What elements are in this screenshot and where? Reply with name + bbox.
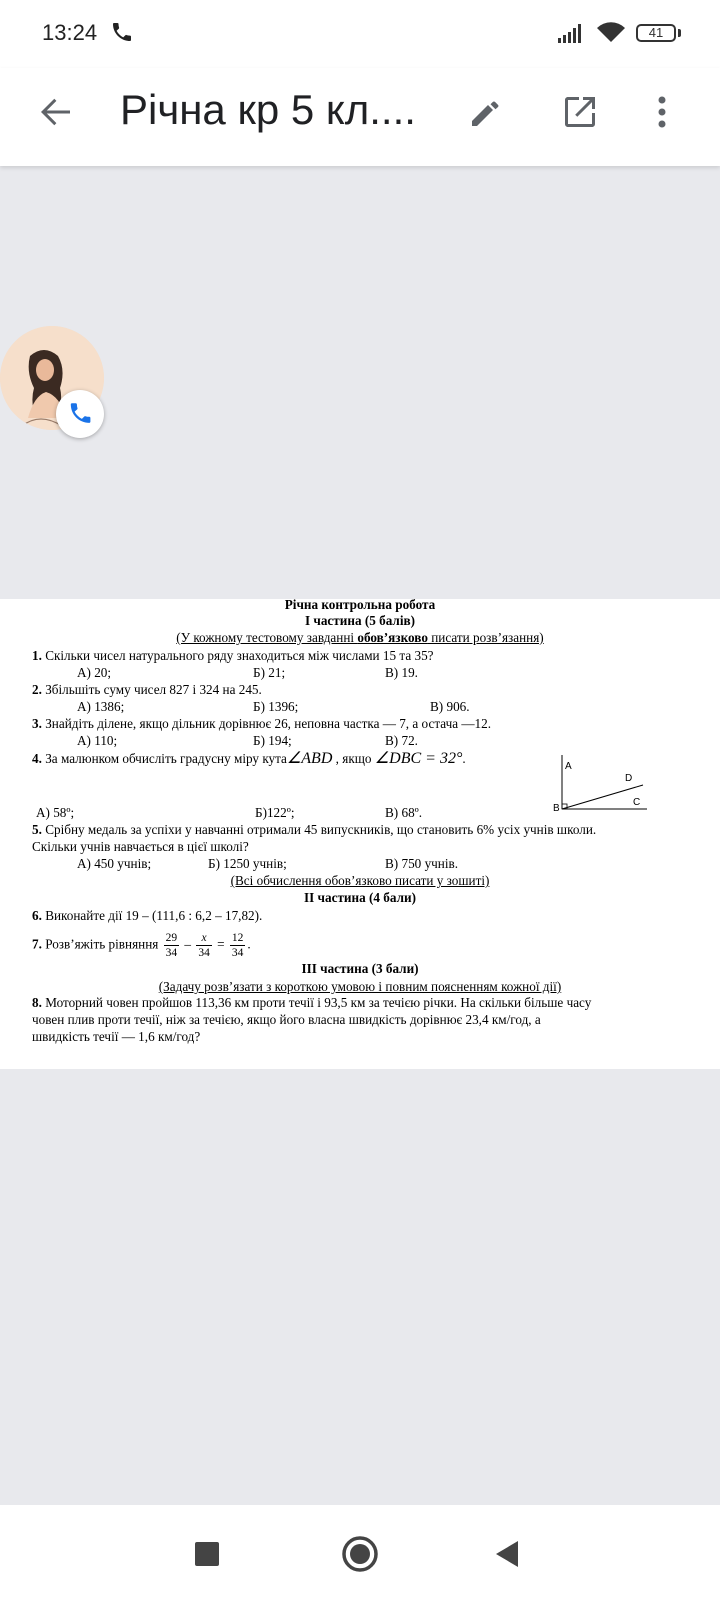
question-1 bbox=[32, 648, 434, 664]
document-page bbox=[0, 599, 720, 1069]
part1-heading: І частина (5 балів) bbox=[304, 613, 416, 628]
question-5 bbox=[32, 822, 596, 838]
q1-option-a: А) 20; bbox=[77, 665, 112, 680]
q7-fraction-1 bbox=[164, 931, 180, 960]
question-6 bbox=[32, 908, 262, 924]
q1-number: 1. bbox=[32, 648, 42, 663]
angle-figure bbox=[553, 751, 653, 815]
part1-note-c: писати розв’язання) bbox=[427, 630, 544, 645]
q7-op-2: = bbox=[217, 936, 225, 952]
q7-end: . bbox=[247, 936, 251, 952]
q7-den-1: 34 bbox=[165, 947, 178, 959]
q3-option-a: А) 110; bbox=[77, 733, 118, 748]
app-bar bbox=[0, 68, 720, 166]
battery-tip bbox=[678, 29, 681, 37]
q7-fraction-2 bbox=[196, 931, 212, 960]
q2-option-b: Б) 1396; bbox=[253, 699, 299, 714]
status-bar bbox=[0, 0, 720, 68]
q7-num-1: 29 bbox=[165, 932, 178, 944]
q3-option-c: В) 72. bbox=[385, 733, 418, 748]
part1-note bbox=[0, 630, 720, 646]
q5-line2: Скільки учнів навчається в цієї школі? bbox=[32, 839, 249, 854]
edit-pencil-icon[interactable] bbox=[464, 90, 508, 134]
part3-note: (Задачу розв’язати з короткою умовою і повним поясненням кожної дії) bbox=[158, 979, 562, 994]
fig-label-c: C bbox=[633, 797, 641, 808]
q2-text: Збільшіть суму чисел 827 і 324 на 245. bbox=[41, 682, 262, 697]
q7-op-1: – bbox=[184, 936, 192, 952]
call-button[interactable] bbox=[56, 390, 104, 438]
q2-option-a: А) 1386; bbox=[77, 699, 125, 714]
more-options-icon[interactable] bbox=[640, 90, 684, 134]
part1-note-a: (У кожному тестовому завданні bbox=[176, 630, 358, 645]
calc-note: (Всі обчислення обов’язково писати у зошиті) bbox=[230, 873, 490, 888]
q4-text: За малюнком обчисліть градусну міру кута bbox=[41, 751, 287, 766]
signal-icon bbox=[558, 22, 586, 44]
open-in-new-icon[interactable] bbox=[558, 90, 602, 134]
q6-text: Виконайте дії 19 – (111,6 : 6,2 – 17,82). bbox=[41, 908, 263, 923]
q1-text: Скільки чисел натурального ряду знаходиться між числами 15 та 35? bbox=[41, 648, 434, 663]
q7-num-2: x bbox=[196, 931, 212, 946]
q4-end: . bbox=[462, 751, 466, 766]
q8-line1: Моторний човен пройшов 113,36 км проти течії і 93,5 км за течією річки. На скільки більше часу bbox=[41, 995, 592, 1010]
q4-option-b: Б)122º; bbox=[255, 805, 295, 820]
part2-heading: ІІ частина (4 бали) bbox=[304, 890, 416, 905]
q7-number: 7. bbox=[32, 936, 42, 952]
q8-line2: човен плив проти течії, ніж за течією, якщо його власна швидкість дорівнює 23,4 км/год, а bbox=[32, 1012, 541, 1027]
question-7 bbox=[32, 931, 251, 960]
clock: 13:24 bbox=[42, 20, 98, 45]
q4-option-a: А) 58º; bbox=[36, 805, 75, 820]
q3-option-b: Б) 194; bbox=[253, 733, 292, 748]
q5-option-a: А) 450 учнів; bbox=[77, 856, 152, 871]
fig-label-a: A bbox=[565, 761, 572, 772]
q2-option-c: В) 906. bbox=[430, 699, 470, 714]
phone-call-icon bbox=[110, 20, 134, 44]
q7-text: Розв’яжіть рівняння bbox=[41, 936, 159, 952]
phone-icon bbox=[56, 390, 104, 438]
q6-number: 6. bbox=[32, 908, 42, 923]
q5-option-c: В) 750 учнів. bbox=[385, 856, 459, 871]
q7-den-2: 34 bbox=[198, 947, 210, 959]
q7-num-3: 12 bbox=[231, 932, 244, 944]
doc-heading: Річна контрольна робота bbox=[284, 597, 436, 612]
back-triangle-icon[interactable] bbox=[494, 1539, 520, 1569]
home-circle-icon[interactable] bbox=[341, 1535, 379, 1573]
q3-number: 3. bbox=[32, 716, 42, 731]
q2-number: 2. bbox=[32, 682, 42, 697]
q4-option-c: В) 68º. bbox=[385, 805, 423, 820]
recents-square-icon[interactable] bbox=[194, 1541, 220, 1567]
wifi-icon bbox=[596, 20, 626, 44]
q3-text: Знайдіть ділене, якщо дільник дорівнює 26, неповна частка — 7, а остача —12. bbox=[41, 716, 492, 731]
back-arrow-icon[interactable] bbox=[36, 92, 76, 132]
q5-text: Срібну медаль за успіхи у навчанні отримали 45 випускників, що становить 6% усіх учнів школи. bbox=[41, 822, 597, 837]
fig-label-d: D bbox=[625, 773, 633, 784]
part1-note-b: обов’язково bbox=[357, 630, 428, 645]
q7-fraction-3 bbox=[230, 931, 246, 960]
q4-mid: , якщо bbox=[332, 751, 375, 766]
q5-option-b: Б) 1250 учнів; bbox=[208, 856, 287, 871]
q4-angle-abd: ∠ABD bbox=[286, 750, 333, 767]
part3-heading: ІІІ частина (3 бали) bbox=[301, 961, 419, 976]
question-2 bbox=[32, 682, 262, 698]
battery-indicator: 41 bbox=[636, 24, 676, 42]
q1-option-c: В) 19. bbox=[385, 665, 418, 680]
question-3 bbox=[32, 716, 491, 732]
q5-number: 5. bbox=[32, 822, 42, 837]
q8-line3: швидкість течії — 1,6 км/год? bbox=[32, 1029, 201, 1044]
navigation-bar bbox=[0, 1505, 720, 1600]
q8-number: 8. bbox=[32, 995, 42, 1010]
document-title: Річна кр 5 кл.... bbox=[120, 86, 416, 133]
q1-option-b: Б) 21; bbox=[253, 665, 286, 680]
q7-den-3: 34 bbox=[231, 947, 244, 959]
q4-angle-dbc: ∠DBC = 32° bbox=[374, 750, 463, 767]
fig-label-b: B bbox=[553, 803, 560, 814]
question-4 bbox=[32, 751, 466, 767]
q4-number: 4. bbox=[32, 751, 42, 766]
question-8 bbox=[32, 995, 591, 1011]
